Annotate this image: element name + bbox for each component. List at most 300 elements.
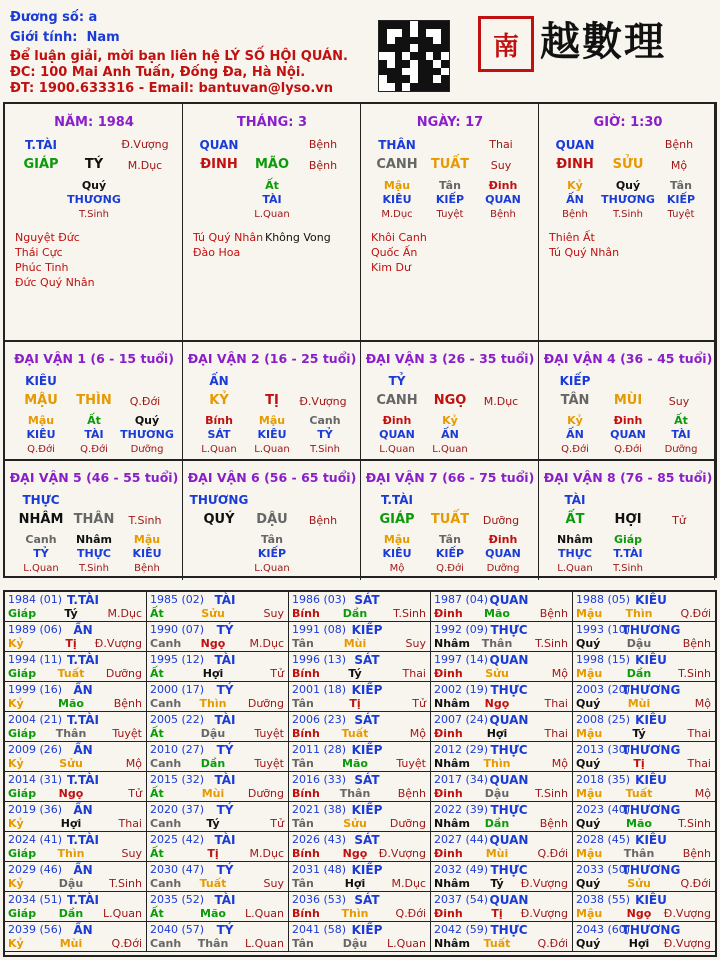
dai-van-hidden-god: ẤN bbox=[441, 428, 459, 441]
hidden-stem: Đinh bbox=[488, 179, 518, 192]
annual-stage: T.Sinh bbox=[535, 787, 568, 800]
annual-stem: Ất bbox=[150, 727, 164, 740]
annual-branch: Thìn bbox=[57, 847, 85, 860]
annual-god: THỰC bbox=[490, 923, 528, 937]
pillar-god: T.TÀI bbox=[25, 138, 57, 152]
pillar-note: Phúc Tinh bbox=[15, 261, 69, 274]
dai-van-hidden-god: T.TÀI bbox=[613, 547, 643, 560]
annual-year: 2008 (25) bbox=[576, 713, 631, 726]
pillar-title: GIỜ: 1:30 bbox=[593, 115, 663, 130]
dai-van-cell bbox=[183, 342, 361, 461]
dai-van-hidden-stage: L.Quan bbox=[379, 444, 415, 455]
dai-van-hidden-god: THỰC bbox=[558, 547, 592, 560]
annual-god: TÀI bbox=[214, 653, 236, 667]
annual-cell bbox=[5, 622, 147, 652]
dai-van-hidden-stage: Bệnh bbox=[134, 563, 160, 574]
annual-year: 2003 (20) bbox=[576, 683, 631, 696]
annual-branch: Tị bbox=[633, 757, 645, 770]
annual-year: 1995 (12) bbox=[150, 653, 205, 666]
annual-cell bbox=[573, 622, 715, 652]
annual-cell bbox=[289, 892, 431, 922]
annual-stem: Giáp bbox=[8, 607, 37, 620]
annual-year: 2029 (46) bbox=[8, 863, 63, 876]
annual-year: 1987 (04) bbox=[434, 593, 489, 606]
annual-stage: Thai bbox=[402, 667, 426, 680]
annual-god: SÁT bbox=[354, 713, 380, 727]
pillar-note: Quốc Ấn bbox=[371, 246, 418, 259]
hidden-stem: Quý bbox=[615, 179, 641, 192]
annual-year: 2000 (17) bbox=[150, 683, 205, 696]
dai-van-hidden-stage: T.Sinh bbox=[79, 563, 109, 574]
annual-branch: Mùi bbox=[59, 937, 83, 950]
annual-branch: Dần bbox=[484, 817, 510, 830]
dai-van-hidden-god: TÀI bbox=[84, 428, 104, 441]
annual-god: QUAN bbox=[489, 833, 529, 847]
annual-stage: Đ.Vượng bbox=[663, 907, 711, 920]
annual-year: 2025 (42) bbox=[150, 833, 205, 846]
pillar-note: Thái Cực bbox=[15, 246, 63, 259]
dai-van-stem: CANH bbox=[376, 393, 418, 408]
annual-stage: Thai bbox=[544, 697, 568, 710]
hidden-stage: M.Dục bbox=[381, 209, 413, 220]
annual-year: 2002 (19) bbox=[434, 683, 489, 696]
annual-god: KIẾP bbox=[351, 803, 383, 817]
dai-van-title: ĐẠI VẬN 4 (36 - 45 tuổi) bbox=[543, 351, 713, 366]
annual-branch: Thân bbox=[481, 637, 513, 650]
annual-cell bbox=[289, 682, 431, 712]
annual-god: ẤN bbox=[73, 683, 93, 697]
annual-god: KIẾP bbox=[351, 683, 383, 697]
dai-van-stage: M.Dục bbox=[483, 395, 519, 408]
annual-branch: Thân bbox=[623, 847, 655, 860]
dai-van-stage: Đ.Vượng bbox=[299, 395, 347, 408]
annual-stem: Giáp bbox=[8, 907, 37, 920]
annual-year: 2034 (51) bbox=[8, 893, 63, 906]
pillar-stem: CANH bbox=[376, 157, 418, 172]
qr-code-icon[interactable] bbox=[378, 20, 450, 92]
dai-van-cell bbox=[361, 461, 539, 580]
annual-stem: Đinh bbox=[434, 787, 463, 800]
pillar-note: Kim Dư bbox=[371, 261, 411, 274]
annual-year: 2020 (37) bbox=[150, 803, 205, 816]
annual-year: 2040 (57) bbox=[150, 923, 205, 936]
dai-van-title: ĐẠI VẬN 8 (76 - 85 tuổi) bbox=[543, 470, 713, 485]
annual-stem: Tân bbox=[292, 937, 314, 950]
annual-cell bbox=[573, 742, 715, 772]
dai-van-hidden-stage: Q.Đới bbox=[436, 563, 464, 574]
annual-god: QUAN bbox=[489, 713, 529, 727]
annual-god: THƯƠNG bbox=[621, 923, 681, 937]
annual-god: TÀI bbox=[214, 833, 236, 847]
annual-god: TỶ bbox=[216, 743, 234, 757]
annual-stage: Bệnh bbox=[397, 787, 426, 800]
annual-branch: Tị bbox=[65, 637, 77, 650]
hidden-god: KIẾP bbox=[666, 193, 696, 206]
annual-stage: Đ.Vượng bbox=[520, 907, 568, 920]
annual-stage: Q.Đới bbox=[537, 847, 568, 860]
dai-van-branch: THÌN bbox=[76, 393, 112, 408]
dai-van-stem: TÂN bbox=[560, 393, 590, 408]
annual-stage: Đ.Vượng bbox=[520, 877, 568, 890]
annual-god: SÁT bbox=[354, 593, 380, 607]
annual-stem: Mậu bbox=[576, 667, 603, 680]
annual-stage: Đ.Vượng bbox=[663, 937, 711, 950]
annual-branch: Tị bbox=[207, 847, 219, 860]
dai-van-hidden-stem: Quý bbox=[134, 414, 160, 427]
annual-stage: T.Sinh bbox=[109, 877, 142, 890]
pillar-note: Nguyệt Đức bbox=[15, 231, 80, 244]
annual-god: KIẾP bbox=[351, 743, 383, 757]
annual-branch: Thân bbox=[55, 727, 87, 740]
dai-van-branch: DẬU bbox=[256, 512, 288, 527]
annual-stem: Kỷ bbox=[8, 937, 24, 950]
dai-van-branch: NGỌ bbox=[433, 393, 467, 408]
annual-god: TÀI bbox=[214, 713, 236, 727]
annual-year: 1997 (14) bbox=[434, 653, 489, 666]
annual-stem: Đinh bbox=[434, 847, 463, 860]
pillar-branch-stage: Suy bbox=[490, 159, 512, 172]
dai-van-hidden-stage: L.Quan bbox=[23, 563, 59, 574]
hidden-god: THƯƠNG bbox=[601, 193, 655, 206]
annual-stage: Tử bbox=[128, 787, 142, 800]
annual-year: 2016 (33) bbox=[292, 773, 347, 786]
annual-stage: M.Dục bbox=[391, 877, 426, 890]
annual-cell bbox=[431, 772, 573, 802]
annual-stem: Canh bbox=[150, 637, 182, 650]
pillar-stem: ĐINH bbox=[200, 157, 238, 172]
dai-van-title: ĐẠI VẬN 5 (46 - 55 tuổi) bbox=[9, 470, 179, 485]
annual-stem: Kỷ bbox=[8, 757, 24, 770]
annual-year: 2039 (56) bbox=[8, 923, 63, 936]
pillar-branch: TÝ bbox=[84, 157, 104, 172]
annual-year: 1999 (16) bbox=[8, 683, 63, 696]
annual-stage: Q.Đới bbox=[395, 907, 426, 920]
dai-van-god: TỶ bbox=[388, 374, 406, 388]
annual-stage: M.Dục bbox=[249, 637, 284, 650]
dai-van-hidden-stage: Q.Đới bbox=[614, 444, 642, 455]
dai-van-branch: MÙI bbox=[613, 393, 643, 408]
annual-stem: Kỷ bbox=[8, 697, 24, 710]
hidden-stem: Tân bbox=[670, 179, 692, 192]
annual-year: 2014 (31) bbox=[8, 773, 63, 786]
dai-van-god: T.TÀI bbox=[381, 493, 413, 507]
annual-cell bbox=[573, 862, 715, 892]
dai-van-hidden-stem: Đinh bbox=[382, 414, 412, 427]
annual-cell bbox=[147, 802, 289, 832]
pillar-branch: TUẤT bbox=[430, 157, 470, 172]
pillar-title: NĂM: 1984 bbox=[54, 115, 134, 130]
annual-branch: Dần bbox=[626, 667, 652, 680]
annual-year: 2004 (21) bbox=[8, 713, 63, 726]
annual-god: KIÊU bbox=[635, 713, 667, 727]
hidden-stem: Ất bbox=[265, 179, 279, 192]
dai-van-stage: Bệnh bbox=[308, 514, 338, 527]
annual-year: 2012 (29) bbox=[434, 743, 489, 756]
annual-cell bbox=[431, 832, 573, 862]
pillar-branch: MÃO bbox=[254, 157, 290, 172]
annual-year: 2031 (48) bbox=[292, 863, 347, 876]
annual-cell bbox=[147, 622, 289, 652]
annual-stage: L.Quan bbox=[103, 907, 142, 920]
dai-van-hidden-stem: Canh bbox=[25, 533, 57, 546]
dai-van-hidden-god: TỶ bbox=[33, 547, 49, 560]
annual-cell bbox=[573, 802, 715, 832]
annual-branch: Tý bbox=[64, 607, 78, 620]
annual-year: 2013 (30) bbox=[576, 743, 631, 756]
annual-god: KIẾP bbox=[351, 863, 383, 877]
annual-stage: Mộ bbox=[125, 757, 142, 770]
annual-stage: Thai bbox=[687, 757, 711, 770]
annual-branch: Tuất bbox=[625, 787, 653, 800]
dai-van-hidden-stage: Q.Đới bbox=[561, 444, 589, 455]
pillar-stage: Thai bbox=[489, 138, 513, 151]
dai-van-hidden-stage: Dưỡng bbox=[130, 444, 164, 455]
annual-cell bbox=[289, 802, 431, 832]
annual-cell bbox=[431, 592, 573, 622]
annual-stem: Tân bbox=[292, 697, 314, 710]
annual-god: ẤN bbox=[73, 743, 93, 757]
annual-year: 2023 (40) bbox=[576, 803, 631, 816]
dai-van-cell bbox=[5, 461, 183, 580]
phone-email-line: ĐT: 1900.633316 - Email: bantuvan@lyso.vn bbox=[10, 81, 334, 96]
dai-van-hidden-god: KIÊU bbox=[26, 428, 56, 441]
hidden-stem: Quý bbox=[81, 179, 107, 192]
annual-god: THỰC bbox=[490, 803, 528, 817]
annual-year: 1985 (02) bbox=[150, 593, 205, 606]
annual-stem: Canh bbox=[150, 697, 182, 710]
annual-year: 2017 (34) bbox=[434, 773, 489, 786]
dai-van-title: ĐẠI VẬN 6 (56 - 65 tuổi) bbox=[187, 470, 357, 485]
dai-van-hidden-stem: Mậu bbox=[27, 414, 55, 427]
dai-van-god: KIẾP bbox=[559, 374, 591, 388]
pillar-branch-stage: M.Dục bbox=[127, 159, 163, 172]
dai-van-hidden-god: SÁT bbox=[207, 428, 231, 441]
dai-van-hidden-stem: Tân bbox=[439, 533, 461, 546]
dai-van-cell bbox=[361, 342, 539, 461]
annual-cell bbox=[573, 772, 715, 802]
annual-year: 2026 (43) bbox=[292, 833, 347, 846]
hidden-stage: T.Sinh bbox=[613, 209, 643, 220]
pillar-note: Đào Hoa bbox=[193, 246, 241, 259]
annual-god: QUAN bbox=[489, 893, 529, 907]
hidden-stem: Tân bbox=[439, 179, 461, 192]
annual-stage: Đ.Vượng bbox=[94, 637, 142, 650]
annual-year: 1994 (11) bbox=[8, 653, 63, 666]
annual-stage: Suy bbox=[263, 607, 284, 620]
annual-branch: Sửu bbox=[485, 667, 509, 680]
annual-year: 1988 (05) bbox=[576, 593, 631, 606]
annual-branch: Mão bbox=[58, 697, 84, 710]
dai-van-stem: NHÂM bbox=[18, 512, 64, 527]
hidden-stage: Bệnh bbox=[562, 209, 588, 220]
annual-branch: Tuất bbox=[341, 727, 369, 740]
dai-van-hidden-stage: L.Quan bbox=[557, 563, 593, 574]
annual-god: TỶ bbox=[216, 623, 234, 637]
annual-stage: Mộ bbox=[551, 667, 568, 680]
annual-god: THỰC bbox=[490, 623, 528, 637]
annual-stage: Thai bbox=[544, 727, 568, 740]
annual-stage: Mộ bbox=[551, 757, 568, 770]
annual-year: 2035 (52) bbox=[150, 893, 205, 906]
annual-god: KIÊU bbox=[635, 893, 667, 907]
owner-name: Đương số: a bbox=[10, 10, 98, 25]
annual-stem: Nhâm bbox=[434, 937, 470, 950]
annual-year: 2015 (32) bbox=[150, 773, 205, 786]
dai-van-hidden-god: THƯƠNG bbox=[120, 428, 174, 441]
annual-god: TỶ bbox=[216, 803, 234, 817]
annual-stem: Tân bbox=[292, 637, 314, 650]
hidden-stage: Tuyệt bbox=[436, 209, 464, 220]
annual-stage: Q.Đới bbox=[680, 607, 711, 620]
annual-cell bbox=[431, 622, 573, 652]
annual-year: 2024 (41) bbox=[8, 833, 63, 846]
annual-stem: Đinh bbox=[434, 667, 463, 680]
annual-branch: Thân bbox=[197, 937, 229, 950]
dai-van-stem: GIÁP bbox=[379, 512, 415, 527]
dai-van-hidden-stage: L.Quan bbox=[432, 444, 468, 455]
pillar-branch-stage: Bệnh bbox=[308, 159, 338, 172]
annual-year: 1993 (10) bbox=[576, 623, 631, 636]
dai-van-hidden-stem: Đinh bbox=[488, 533, 518, 546]
annual-cell bbox=[5, 592, 147, 622]
annual-cell bbox=[147, 592, 289, 622]
annual-year: 2027 (44) bbox=[434, 833, 489, 846]
annual-year: 1991 (08) bbox=[292, 623, 347, 636]
annual-god: QUAN bbox=[489, 593, 529, 607]
annual-stage: Tuyệt bbox=[112, 727, 142, 740]
annual-cell bbox=[431, 802, 573, 832]
dai-van-stage: Dưỡng bbox=[482, 514, 520, 527]
annual-stage: T.Sinh bbox=[678, 667, 711, 680]
annual-god: TÀI bbox=[214, 893, 236, 907]
annual-stem: Giáp bbox=[8, 787, 37, 800]
dai-van-stem: ẤT bbox=[565, 512, 585, 527]
annual-stage: T.Sinh bbox=[393, 607, 426, 620]
annual-god: T.TÀI bbox=[67, 833, 99, 847]
annual-stage: M.Dục bbox=[107, 607, 142, 620]
dai-van-hidden-stem: Mậu bbox=[383, 533, 411, 546]
annual-stem: Tân bbox=[292, 757, 314, 770]
pillar-title: THÁNG: 3 bbox=[236, 115, 308, 130]
hidden-god: ẤN bbox=[566, 193, 584, 206]
dai-van-hidden-stage: L.Quan bbox=[201, 444, 237, 455]
annual-stem: Mậu bbox=[576, 847, 603, 860]
annual-god: KIÊU bbox=[635, 593, 667, 607]
annual-year: 2011 (28) bbox=[292, 743, 347, 756]
dai-van-hidden-stage: Q.Đới bbox=[80, 444, 108, 455]
pillar-stage: Bệnh bbox=[308, 138, 338, 151]
pillar-note: Thiên Ất bbox=[549, 231, 595, 244]
annual-stem: Kỷ bbox=[8, 637, 24, 650]
annual-god: THƯƠNG bbox=[621, 623, 681, 637]
dai-van-hidden-god: TÀI bbox=[671, 428, 691, 441]
annual-god: QUAN bbox=[489, 773, 529, 787]
dai-van-stage: Q.Đới bbox=[129, 395, 161, 408]
annual-stem: Đinh bbox=[434, 907, 463, 920]
pillar-branch: SỬU bbox=[612, 157, 644, 172]
annual-cell bbox=[5, 742, 147, 772]
annual-year: 2005 (22) bbox=[150, 713, 205, 726]
annual-stem: Nhâm bbox=[434, 757, 470, 770]
annual-stage: Tử bbox=[270, 817, 284, 830]
annual-branch: Tị bbox=[349, 697, 361, 710]
annual-cell bbox=[431, 892, 573, 922]
annual-year: 2038 (55) bbox=[576, 893, 631, 906]
pillar-stage: Bệnh bbox=[664, 138, 694, 151]
annual-stage: Thai bbox=[687, 727, 711, 740]
annual-year: 1984 (01) bbox=[8, 593, 63, 606]
annual-cell bbox=[147, 712, 289, 742]
annual-cell bbox=[431, 682, 573, 712]
annual-cell bbox=[289, 592, 431, 622]
annual-branch: Dần bbox=[200, 757, 226, 770]
pillar-stage: Đ.Vượng bbox=[121, 138, 169, 151]
annual-stage: Bệnh bbox=[682, 637, 711, 650]
annual-stage: Mộ bbox=[694, 697, 711, 710]
annual-stem: Ất bbox=[150, 787, 164, 800]
annual-branch: Dậu bbox=[484, 787, 510, 800]
annual-branch: Dần bbox=[342, 607, 368, 620]
annual-branch: Mùi bbox=[627, 697, 651, 710]
logo: 越數理 bbox=[540, 18, 666, 65]
annual-year: 2018 (35) bbox=[576, 773, 631, 786]
contact-line: Để luận giải, mời bạn liên hệ LÝ SỐ HỘI QUÁN. bbox=[10, 49, 348, 64]
annual-stage: Thai bbox=[118, 817, 142, 830]
dai-van-god: ẤN bbox=[209, 374, 229, 388]
hidden-stem: Kỷ bbox=[567, 179, 583, 192]
annual-cell bbox=[5, 652, 147, 682]
annual-cell bbox=[431, 862, 573, 892]
annual-stem: Ất bbox=[150, 907, 164, 920]
annual-stage: Q.Đới bbox=[680, 877, 711, 890]
annual-stage: Tuyệt bbox=[396, 757, 426, 770]
annual-year: 2022 (39) bbox=[434, 803, 489, 816]
annual-stem: Ất bbox=[150, 667, 164, 680]
annual-stage: Suy bbox=[121, 847, 142, 860]
pillar-stem: ĐINH bbox=[556, 157, 594, 172]
annual-stem: Bính bbox=[292, 907, 320, 920]
annual-cell bbox=[573, 682, 715, 712]
annual-stem: Kỷ bbox=[8, 817, 24, 830]
dai-van-hidden-god: THỰC bbox=[77, 547, 111, 560]
pillar-title: NGÀY: 17 bbox=[416, 115, 484, 130]
annual-cell bbox=[573, 892, 715, 922]
annual-year: 2033 (50) bbox=[576, 863, 631, 876]
annual-god: T.TÀI bbox=[67, 653, 99, 667]
annual-stage: Dưỡng bbox=[389, 817, 426, 830]
dai-van-hidden-stem: Canh bbox=[309, 414, 341, 427]
pillar-note: Tú Quý Nhân bbox=[549, 246, 620, 259]
annual-branch: Hợi bbox=[628, 937, 650, 950]
annual-cell bbox=[573, 652, 715, 682]
hidden-god: KIẾP bbox=[435, 193, 465, 206]
dai-van-cell bbox=[539, 342, 715, 461]
annual-stem: Giáp bbox=[8, 667, 37, 680]
dai-van-hidden-god: ẤN bbox=[566, 428, 584, 441]
dai-van-hidden-stage: Dưỡng bbox=[664, 444, 698, 455]
dai-van-title: ĐẠI VẬN 1 (6 - 15 tuổi) bbox=[14, 351, 174, 366]
dai-van-stage: Suy bbox=[668, 395, 690, 408]
annual-cell bbox=[5, 682, 147, 712]
hidden-god: TÀI bbox=[262, 193, 282, 206]
annual-cell bbox=[289, 652, 431, 682]
annual-year: 2043 (60) bbox=[576, 923, 631, 936]
annual-stage: L.Quan bbox=[245, 907, 284, 920]
annual-stem: Ất bbox=[150, 607, 164, 620]
annual-year: 1996 (13) bbox=[292, 653, 347, 666]
annual-branch: Ngọ bbox=[484, 697, 510, 710]
annual-branch: Ngọ bbox=[58, 787, 84, 800]
